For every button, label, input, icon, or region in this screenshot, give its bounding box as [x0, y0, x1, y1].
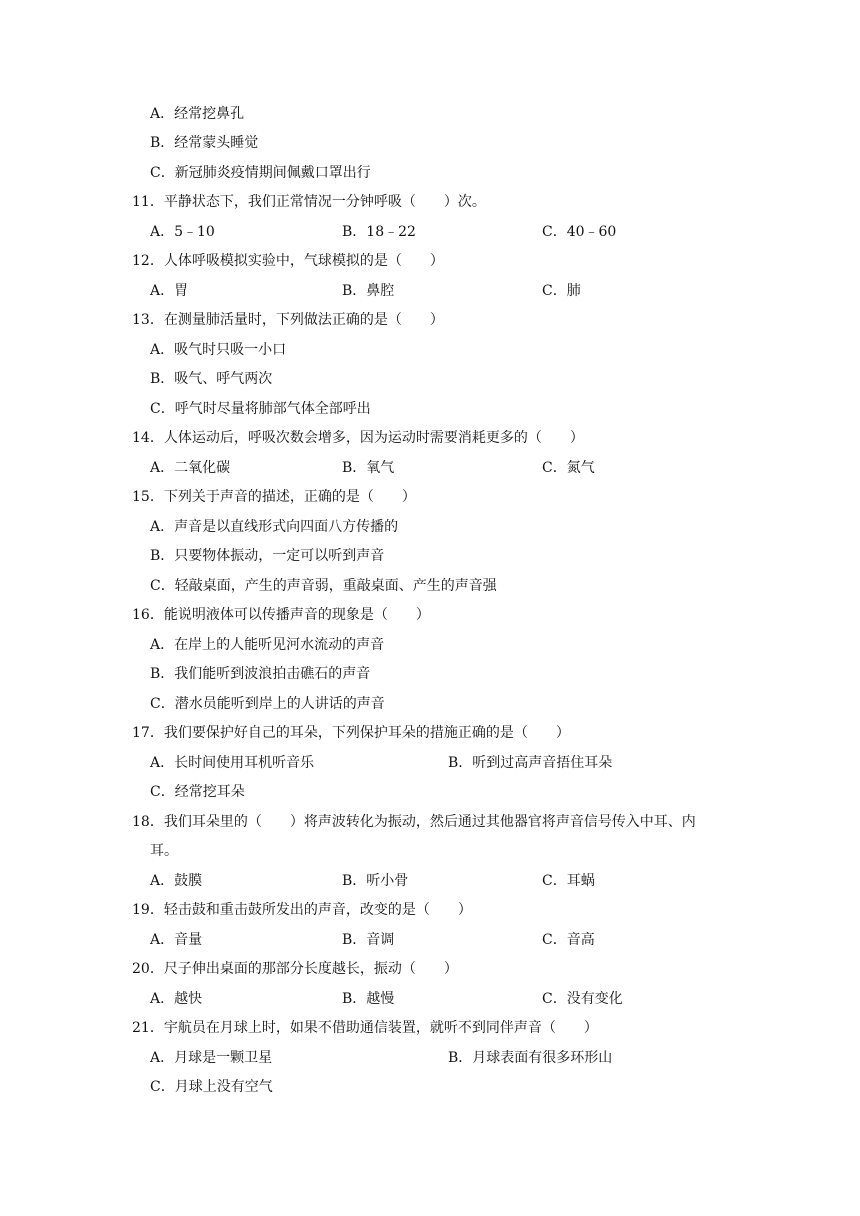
q12-option-c: C．肺 [542, 283, 581, 299]
q18-option-c: C．耳蜗 [542, 873, 595, 889]
q20-option-c: C．没有变化 [542, 991, 623, 1007]
q18-stem: 18．我们耳朵里的（ ）将声波转化为振动，然后通过其他器官将声音信号传入中耳、内 [132, 814, 696, 830]
q15-option-c: C．轻敲桌面，产生的声音弱，重敲桌面、产生的声音强 [150, 578, 497, 594]
q14-option-c: C．氮气 [542, 460, 595, 476]
q10-option-a: A．经常挖鼻孔 [150, 106, 245, 122]
q14-option-a: A．二氧化碳 [150, 460, 231, 476]
q21-option-b: B．月球表面有很多环形山 [448, 1050, 613, 1066]
q18-option-a: A．鼓膜 [150, 873, 203, 889]
q12-option-a: A．胃 [150, 283, 189, 299]
q17-option-c: C．经常挖耳朵 [150, 784, 245, 800]
q11-option-c: C．40﹣60 [542, 224, 617, 240]
q13-option-b: B．吸气、呼气两次 [150, 371, 273, 387]
q16-stem: 16．能说明液体可以传播声音的现象是（ ） [132, 607, 430, 623]
q11-option-b: B．18﹣22 [342, 224, 416, 240]
q13-option-a: A．吸气时只吸一小口 [150, 342, 287, 358]
q15-stem: 15．下列关于声音的描述，正确的是（ ） [132, 489, 416, 505]
q17-option-a: A．长时间使用耳机听音乐 [150, 755, 315, 771]
q21-option-c: C．月球上没有空气 [150, 1079, 273, 1095]
q12-stem: 12．人体呼吸模拟实验中，气球模拟的是（ ） [132, 253, 444, 269]
q19-option-c: C．音高 [542, 932, 595, 948]
q19-option-a: A．音量 [150, 932, 203, 948]
q19-stem: 19．轻击鼓和重击鼓所发出的声音，改变的是（ ） [132, 902, 472, 918]
q11-stem: 11．平静状态下，我们正常情况一分钟呼吸（ ）次。 [132, 194, 486, 210]
q21-option-a: A．月球是一颗卫星 [150, 1050, 273, 1066]
q20-option-b: B．越慢 [342, 991, 395, 1007]
q13-option-c: C．呼气时尽量将肺部气体全部呼出 [150, 401, 371, 417]
q19-option-b: B．音调 [342, 932, 395, 948]
q10-option-b: B．经常蒙头睡觉 [150, 135, 259, 151]
q17-option-b: B．听到过高声音捂住耳朵 [448, 755, 613, 771]
q10-option-c: C．新冠肺炎疫情期间佩戴口罩出行 [150, 165, 371, 181]
q16-option-c: C．潜水员能听到岸上的人讲话的声音 [150, 696, 385, 712]
q20-option-a: A．越快 [150, 991, 203, 1007]
q15-option-a: A．声音是以直线形式向四面八方传播的 [150, 519, 399, 535]
q11-option-a: A．5﹣10 [150, 224, 215, 240]
q20-stem: 20．尺子伸出桌面的那部分长度越长，振动（ ） [132, 961, 458, 977]
q18-stem-continuation: 耳。 [150, 843, 178, 859]
q15-option-b: B．只要物体振动，一定可以听到声音 [150, 548, 385, 564]
q16-option-a: A．在岸上的人能听见河水流动的声音 [150, 637, 385, 653]
q18-option-b: B．听小骨 [342, 873, 409, 889]
q14-option-b: B．氧气 [342, 460, 395, 476]
q14-stem: 14．人体运动后，呼吸次数会增多，因为运动时需要消耗更多的（ ） [132, 430, 584, 446]
q16-option-b: B．我们能听到波浪拍击礁石的声音 [150, 666, 371, 682]
q21-stem: 21．宇航员在月球上时，如果不借助通信装置，就听不到同伴声音（ ） [132, 1020, 598, 1036]
q17-stem: 17．我们要保护好自己的耳朵，下列保护耳朵的措施正确的是（ ） [132, 725, 570, 741]
q12-option-b: B．鼻腔 [342, 283, 395, 299]
q13-stem: 13．在测量肺活量时，下列做法正确的是（ ） [132, 312, 444, 328]
